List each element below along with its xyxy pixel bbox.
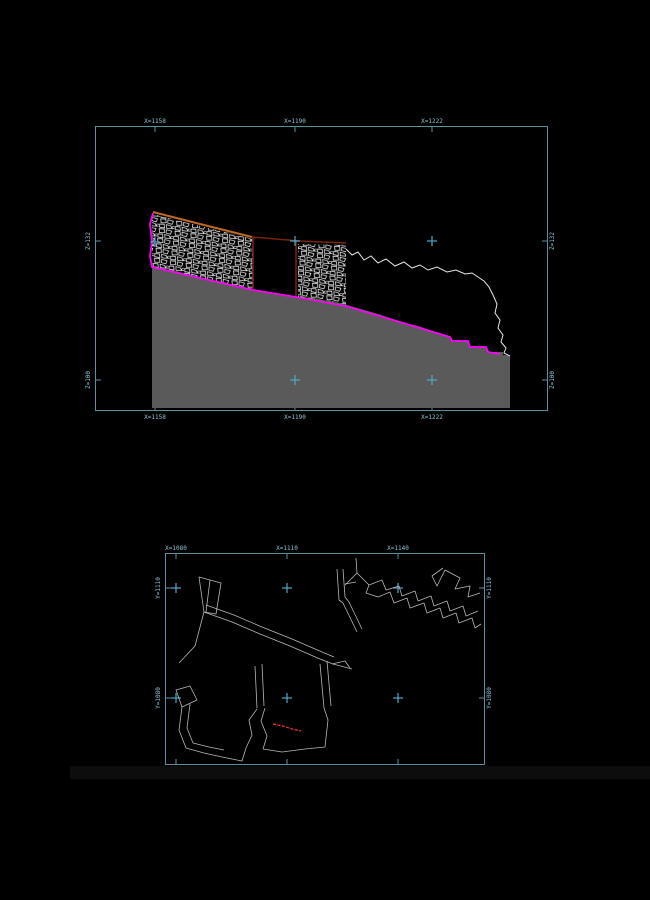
section-z-label-left: Z=100 (85, 370, 92, 390)
plan-wall-line (176, 686, 197, 707)
plan-wall-line (262, 664, 264, 706)
plan-wall-line (255, 666, 257, 708)
section-x-label-bottom: X=1222 (421, 414, 443, 421)
grid-cross (393, 583, 403, 593)
section-x-label-bottom: X=1190 (284, 414, 306, 421)
plan-grid-crosses (171, 583, 403, 703)
plan-y-label-left: Y=1110 (155, 577, 162, 599)
plan-y-label-right: Y=1110 (486, 577, 493, 599)
plan-walls (176, 558, 481, 761)
plan-wall-line (206, 605, 334, 657)
trench-top-line (252, 237, 346, 243)
section-x-label-bottom: X=1158 (144, 414, 166, 421)
plan-wall-line (432, 568, 480, 597)
plan-wall-line (327, 661, 331, 706)
plan-wall-line (261, 708, 267, 749)
grid-cross (171, 693, 181, 703)
plan-view (155, 545, 493, 775)
plan-x-label-top: X=1080 (165, 545, 187, 552)
section-x-label-top: X=1222 (421, 118, 443, 125)
grid-cross (282, 693, 292, 703)
plan-y-label-left: Y=1080 (155, 687, 162, 709)
section-view (85, 118, 556, 421)
plan-y-label-right: Y=1080 (486, 687, 493, 709)
plan-wall-line (337, 569, 357, 632)
section-z-label-right: Z=132 (549, 231, 556, 251)
section-x-label-top: X=1190 (284, 118, 306, 125)
section-x-label-top: X=1158 (144, 118, 166, 125)
section-z-label-right: Z=100 (549, 370, 556, 390)
plan-wall-line (204, 612, 352, 669)
plan-x-label-top: X=1140 (387, 545, 409, 552)
plan-wall-line (369, 580, 478, 616)
grid-cross (171, 583, 181, 593)
plan-wall-line (246, 709, 257, 748)
plan-wall-line (187, 704, 224, 750)
plan-wall-line (356, 558, 357, 573)
grid-cross (393, 693, 403, 703)
plan-tick-marks (165, 553, 485, 765)
grid-cross (427, 236, 437, 246)
plan-wall-line (206, 580, 210, 612)
plan-marker-line (273, 724, 301, 731)
plan-x-label-top: X=1110 (276, 545, 298, 552)
plan-wall-line (320, 664, 324, 708)
section-z-label-left: Z=132 (85, 231, 92, 251)
plan-wall-line (345, 573, 481, 628)
plan-wall-line (179, 612, 204, 663)
background-band (70, 766, 650, 779)
grid-cross (282, 583, 292, 593)
